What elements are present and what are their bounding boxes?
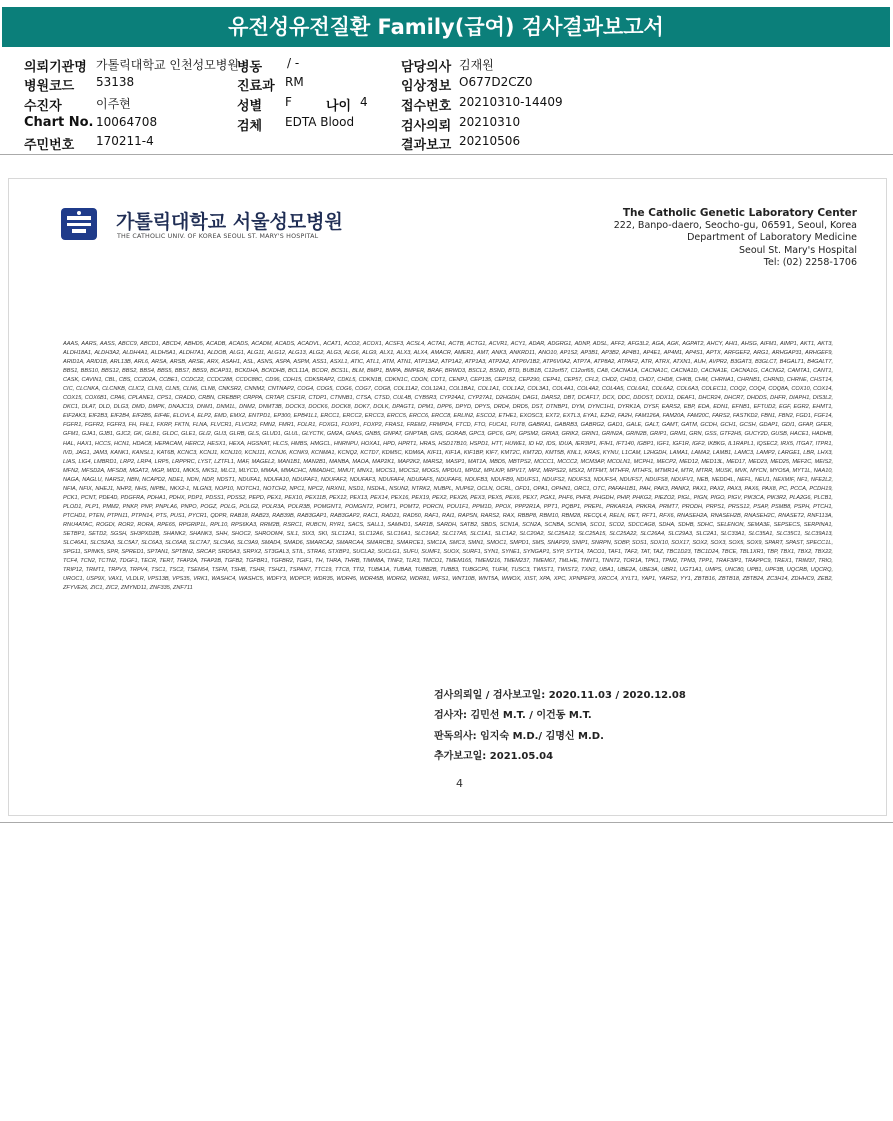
header-label: 검체 [237,119,263,134]
header-value: RM [285,75,304,89]
header-label: 결과보고 [401,138,452,153]
header-value: 4 [360,95,368,109]
header-value: 20210506 [459,134,521,148]
header-value: 53138 [96,75,135,89]
header-label: 담당의사 [401,60,452,75]
header-value: 170211-4 [96,134,154,148]
page-number: 4 [456,777,463,790]
lab-hospital: Seoul St. Mary's Hospital [738,244,857,256]
header-label: 나이 [326,99,352,114]
lab-phone: Tel: (02) 2258-1706 [763,257,857,268]
header-value: 20210310-14409 [459,95,563,109]
header-value: 10064708 [96,115,158,129]
header-label: 임상정보 [401,79,452,94]
report-title: 유전성유전질환 Family(급여) 검사결과보고서 [2,7,890,47]
header-label: 검사의뢰 [401,119,452,134]
header-value: 20210310 [459,115,521,129]
header-label: 진료과 [237,79,275,94]
header-label: 병동 [237,60,263,75]
header-label: 병원코드 [24,79,75,94]
gene-list: AAAS, AARS, AASS, ABCC9, ABCD1, ABCD4, ABHD5, ACADB, ACADS, ACADM, ACADS, ACADVL, ACAT1, ACO2, ACOX1, ACSF3, ACSL4, ACTA1, ACTB, ACTG1, ACVR1, ACY1, ADAR, ADGRG1, ADNP, ADSL, AFF2, AFG3L2, AGA, AGK, AGPAT2, AHCY, AHI1, AHSG, AIFM1, AIMP1, AKT1, AKT3, ALDH18A1, ALDH3A2, ALDH4A1, ALDH5A1, ALDH7A1, ALDOB, ALG1, ALG11, ALG12, ALG13, ALG2, ALG3, ALG6, ALG9, ALX1, ALX3, ALX4, AMACR, AMER1, AMT, ANK3, ANKRD11, ANO10, AP1S2, AP3B1, AP3B2, AP4B1, AP4E1, AP4M1, AP4S1, APTX, ARFGEF2, ARG1, ARHGAP31, ARHGEF9, ARID1A, ARID1B, ARL13B, ARL6, ARSA, ARSB, ARSE, ARX, ASAH1, ASL, ASNS, ASPA, ASPM, ASS1, ASXL1, ATIC, ATL1, ATM, ATN1, ATP13A2, ATP1A2, ATP1A3, ATP2A2, ATP6V1B2, ATP6V0A2, ATP7A, ATP8A2, ATPAF2, ATR, ATRX, ATXN1, AUH, AVPR2, B3GAT3, B3GLCT, B4GALT1, B4GALT7, BBS1, BBS10, BBS12, BBS2, BBS4, BBS5, BBS7, BBS9, BCAP31, BCKDHA, BCKDHB, BCL11A, BCOR, BCS1L, BLM, BMP1, BMPA, BMPER, BRAF, BRWD3, BSCL2, BSND, BTD, BUB1B, C12orf57, C12orf65, CA8, CACNA1A, CACNA1C, CACNA1D, CACNA1E, CACNA1G, CACNG2, CAMTA1, CANT1, CASK, CAVIN1, CBL, CBS, CC2D2A, CCBE1, CCDC22, CCDC288, CCDC88C, CD96, CDH15, CDK5RAP2, CDKL5, CDKN1B, CDKN1C, CDON, CDT1, CENPJ, CEP135, CEP152, CEP290, CEP41, CEP57, CFL2, CHD2, CHD3, CHD7, CHD8, CHKB, CHM, CHRNA1, CHRNB1, CHRND, CHRNE, CHST14, CIC, CLCNKA, CLCNKB, CLIC2, CLN3, CLN5, CLN6, CLN8, CNKSR2, CNNM2, CNTNAP2, COG4, COG5, COG6, COG7, COG8, COL11A2, COL12A1, COL1BA1, COL1A1, COL1A2, COL3A1, COL4A1, COL4A2, COL4A5, COL6A1, COL6A2, COL6A3, COLEC11, COQ2, COQ4, COQ8A, COX10, COX14, COX15, COX6B1, CPA6, CPLANE1, CPS1, CRADD, CRBN, CREBBP, CRPPA, CRTAP, CSF1R, CTDP1, CTNNB1, CTSA, CTSD, CUL4B, CYB5R3, CYP24A1, CYP27A1, D2HGDH, DAG1, DARS2, DBT, DCAF17, DCX, DDC, DDOST, DDX11, DEAF1, DHCR24, DHCR7, DHDDS, DHFR, DIAPH1, DIS3L2, DKC1, DLAT, DLD, DLG3, DMD, DMPK, DNAJC19, DNM1, DNM1L, DNM2, DNMT3B, DOCK3, DOCK6, DOCK8, DOK7, DOLK, DPAGT1, DPM1, DPP6, DPYD, DPYS, DRD4, DRD5, DST, DTNBP1, DYM, DYNC1H1, DYRK1A, DYSF, EARS2, EBP, EDA, EDN1, EFNB1, EFTUD2, EGF, EGR2, EHMT1, EIF2AK3, EIF2B3, EIF2B4, EIF2B5, EIF4E, ELOVL4, ELP2, EMD, EMX2, ENTPD1, EP300, EPB41L1, ERCC1, ERCC2, ERCC3, ERCC5, ERCC6, ERCC8, ERLIN2, ESCO2, ETHE1, EXOSC3, EXT2, EXTL3, EYA1, EZH2, FA2H, FAM126A, FAM20A, FAM20C, FARS2, FASTKD2, FBN1, FBN2, FGD1, FGF14, FGFR1, FGFR2, FGFR3, FH, FHL1, FKRP, FKTN, FLNA, FLVCR1, FLVCR2, FMN2, FMR1, FOLR1, FOXG1, FOXP1, FOXP2, FRAS1, FREM2, FRMPD4, FTCD, FTO, FUCA1, FUT8, GABRA1, GABRB3, GABRG2, GAD1, GALE, GALT, GAMT, GATM, GCDH, GCH1, GCSH, GDAP1, GDI1, GFAP, GFER, GFM1, GJA1, GJB1, GJC2, GK, GLB1, GLDC, GLE1, GLI2, GLI3, GLRB, GLS, GLUD1, GLUL, GLYCTK, GM2A, GNAS, GNB5, GNPAT, GNPTAB, GNS, GORAB, GPC3, GPC6, GPI, GPSM2, GRIA3, GRIK2, GRIN1, GRIN2A, GRIN2B, GRIP1, GRM1, GRN, GSS, GTF2H5, GUCY2D, GUSB, HACE1, HADHB, HAL, HAX1, HCCS, HCN1, HDAC8, HEPACAM, HERC2, HESX1, HEXA, HGSNAT, HLCS, HMBS, HMGCL, HNRNPU, HOXA1, HPD, HPRT1, HRAS, HSD17B10, HSPD1, HTT, HUWE1, ID H2, IDS, IDUA, IER3IP1, IFIH1, IFT140, IGBP1, IGF1, IGF1R, IGF2, IKBKG, IL1RAPL1, IQSEC2, IRX5, ITGA7, ITPR1, IVD, JAG1, JAM3, KANK1, KANSL1, KAT6B, KCNC3, KCNJ1, KCNJ10, KCNJ11, KCNJ6, KCNK9, KCNMA1, KCNQ2, KCTD7, KDM5C, KDM6A, KIF11, KIF1A, KIF1BP, KIF7, KMT2C, KMT2D, KMT5B, KNL1, KRAS, KYNU, L1CAM, L2HGDH, LAMA1, LAMA2, LAMB1, LAMC3, LAMP2, LARGE1, LBR, LHX3, LIAS, LIG4, LMBRD1, LRP2, LRP4, LRP5, LRPPRC, LYST, LZTFL1, MAF, MAGEL2, MAN1B1, MAN2B1, MANBA, MAOA, MAP2K1, MAP2K2, MARS2, MASP1, MAT1A, MBD5, MBTPS2, MCCC1, MCCC2, MCM3AP, MCOLN1, MCPH1, MECP2, MED12, MED13L, MED17, MED23, MED25, MEF2C, MEIS2, MFN2, MFSD2A, MFSD8, MGAT2, MGP, MID1, MKKS, MKS1, MLC1, MLYCD, MMAA, MMACHC, MMADHC, MMUT, MNX1, MOCS1, MOCS2, MOGS, MPDU1, MPDZ, MPLKIP, MPV17, MPZ, MRPS22, MSX2, MTFMT, MTHFR, MTHFS, MTMR14, MTR, MTRR, MUSK, MVK, MYCN, MYO5A, MYT1L, NAA10, NAGA, NAGLU, NARS2, NBN, NCAPD2, NDE1, NDN, NDP, NDST1, NDUFA1, NDUFA10, NDUFAF1, NDUFAF2, NDUFAF3, NDUFAF4, NDUFAF5, NDUFAF6, NDUFB3, NDUFB9, NDUFS1, NDUFS2, NDUFS3, NDUFS4, NDUFS7, NDUFS8, NDUFV1, NEB, NEDD4L, NEFL, NEU1, NEXMIF, NF1, NFE2L2, NFIA, NFIX, NHEJ1, NHP2, NHS, NIPBL, NKX2-1, NLGN3, NOP10, NOTCH1, NOTCH2, NPC1, NPC2, NRXN1, NSD1, NSDHL, NSUN2, NTRK2, NUBPL, NUP62, OCLN, OCRL, OFD1, OPA1, OPHN1, ORC1, OTC, PAFAH1B1, PAH, PAK3, PANK2, PAX1, PAX2, PAX3, PAX6, PAX8, PC, PCCA, PCDH19, PCK1, PCNT, PDE4D, PDGFRA, PDHA1, PDHX, PDP1, PDSS1, PDSS2, PEPD, PEX1, PEX10, PEX11B, PEX12, PEX13, PEX14, PEX16, PEX19, PEX2, PEX26, PEX3, PEX5, PEX6, PEX7, PGK1, PHF6, PHF8, PHGDH, PHIP, PHKG2, PIEZO2, PIGL, PIGN, PIGO, PIGV, PIK3CA, PIK3R2, PLA2G6, PLCB1, PLOD1, PLP1, PMM2, PNKP, PNP, PNPLA6, PNPO, POGZ, POLG, POLG2, POLR3A, POLR3B, POMGNT1, POMGNT2, POMT1, POMT2, PORCN, POU1F1, PPM1D, PPOX, PPP2R1A, PPT1, PQBP1, PREPL, PRKAR1A, PRKRA, PRMT7, PRODH, PRPS1, PRSS12, PSAP, PSMB8, PSPH, PTCH1, PTCHD1, PTEN, PTPN11, PTPN14, PTS, PUS1, PYCR1, QDPR, RAB18, RAB23, RAB39B, RAB3GAP1, RAB3GAP2, RAC1, RAD21, RAD50, RAF1, RAI1, RAPSN, RARS2, RAX, RBBP8, RBM10, RBM28, RECQL4, RELN, RET, RFT1, RFX6, RNASEH2A, RNASEH2B, RNASEH2C, RNASET2, RNF113A, RNU4ATAC, ROGDI, ROR2, RORA, RPE65, RPGRIP1L, RPL10, RPS6KA3, RRM2B, RSRC1, RUBCN, RYR1, SACS, SALL1, SAMHD1, SAR1B, SARDH, SATB2, SBDS, SCN1A, SCN2A, SCNBA, SCN9A, SCO1, SCO2, SDCCAG8, SDHA, SDHB, SDHC, SELENON, SEMA3E, SEPSECS, SERPINA1, SETBP1, SETD2, SGSH, SH3PXD2B, SHANK2, SHANK3, SHH, SHOC2, SHROOM4, SIL1, SIX3, SKI, SLC12A1, SLC12A6, SLC16A1, SLC16A2, SLC17A5, SLC1A1, SLC1A2, SLC20A2, SLC25A12, SLC25A15, SLC25A22, SLC26A4, SLC29A3, SLC2A1, SLC33A1, SLC35A1, SLC35C1, SLC39A13, SLC46A1, SLC52A3, SLC5A7, SLC6A3, SLC6A8, SLC7A7, SLC9A6, SLC9A9, SMAD4, SMAD6, SMARCA2, SMARCA4, SMARCB1, SMARCE1, SMC1A, SMC3, SMN1, SMOC1, SMPD1, SMS, SNAP29, SNIP1, SNRPN, SOBP, SOS1, SOX10, SOX17, SOX2, SOX3, SOX5, SOX9, SPART, SPAST, SPECC1L, SPG11, SPINK5, SPR, SPRED1, SPTAN1, SPTBN2, SRCAP, SRD5A3, SRPX2, ST3GAL3, STIL, STRA6, STXBP1, SUCLA2, SUCLG1, SUFU, SUMF1, SUOX, SURF1, SYN1, SYNE1, SYNGAP1, SYP, SYT14, TACO1, TAF1, TAF2, TAT, TAZ, TBC1D23, TBC1D24, TBCE, TBL1XR1, TBP, TBX1, TBX2, TBX22, TCF4, TCN2, TCTN2, TDGF1, TECR, TERT, TFAP2A, TFAP2B, TGFB2, TGFBR1, TGFBR2, TGIF1, TH, THRA, THRB, TIMM8A, TINF2, TLR3, TMCO1, TMEM165, TMEM216, TMEM237, TMEM67, TMLHE, TNNT1, TNNT2, TOR1A, TPK1, TPM2, TPM3, TPP1, TRAF3IP1, TRAPPC9, TREX1, TRIM37, TRIO, TRIP12, TRMT1, TRPV3, TRPV4, TSC1, TSC2, TSEN54, TSFM, TSHB, TSHR, TSHZ1, TSPAN7, TTC19, TTC8, TTI2, TUBA1A, TUBA8, TUBB2B, TUBB3, TUBGCP6, TUFM, TUSC3, TWIST1, TWIST2, TXN2, UBA1, UBE2A, UBE3A, UBR1, UGT1A1, UMPS, UNC80, UPB1, UPF3B, UQCRB, UQCRQ, UROC1, USP9X, VAX1, VLDLR, VPS13B, VPS35, VRK1, WASHC4, WASHC5, WDFY3, WDPCP, WDR35, WDR45, WDR45B, WDR62, WDR81, WFS1, WNT10B, WNT5A, WWOX, XIST, XPA, XPC, XPNPEP3, XRCC4, XYLT1, YAP1, YARS2, YY1, ZBTB16, ZBTB18, ZBTB24, ZC3H14, ZDHHC9, ZEB2, ZFYVE26, ZIC1, ZIC2, ZMYND11, ZNF335, ZNF711 [63,341,833,592]
header-value: 가톨릭대학교 인천성모병원 [96,58,239,72]
header-value: EDTA Blood [285,115,355,129]
signoff-dates: 검사의뢰일 / 검사보고일: 2020.11.03 / 2020.12.08 [434,690,686,701]
header-value: / - [287,56,300,70]
signoff-additional-report: 추가보고일: 2021.05.04 [434,751,554,762]
header-value: 이주현 [96,97,131,111]
hospital-name-korean: 가톨릭대학교 서울성모병원 [116,211,343,233]
signoff-physicians: 판독의사: 임지숙 M.D./ 김명신 M.D. [434,731,604,742]
header-label: 접수번호 [401,99,452,114]
header-label: 의뢰기관명 [24,60,87,75]
lab-title: The Catholic Genetic Laboratory Center [622,207,857,219]
header-label: 주민번호 [24,138,75,153]
hospital-logo-icon [60,207,98,241]
header-value: 김재원 [459,58,494,72]
lab-address-line: 222, Banpo-daero, Seocho-gu, 06591, Seoul, Korea [613,219,857,231]
header-label: 성별 [237,99,263,114]
divider [0,154,893,155]
lab-address-block [614,207,857,270]
signoff-technicians: 검사자: 김민선 M.T. / 이건동 M.T. [434,710,592,721]
header-value: F [285,95,292,109]
header-label: 수진자 [24,99,62,114]
divider [0,822,893,823]
hospital-name-english: THE CATHOLIC UNIV. OF KOREA SEOUL ST. MARY'S HOSPITAL [117,233,319,240]
header-label: Chart No. [24,115,94,130]
header-value: O677D2CZ0 [459,75,533,89]
lab-department: Department of Laboratory Medicine [687,232,857,243]
